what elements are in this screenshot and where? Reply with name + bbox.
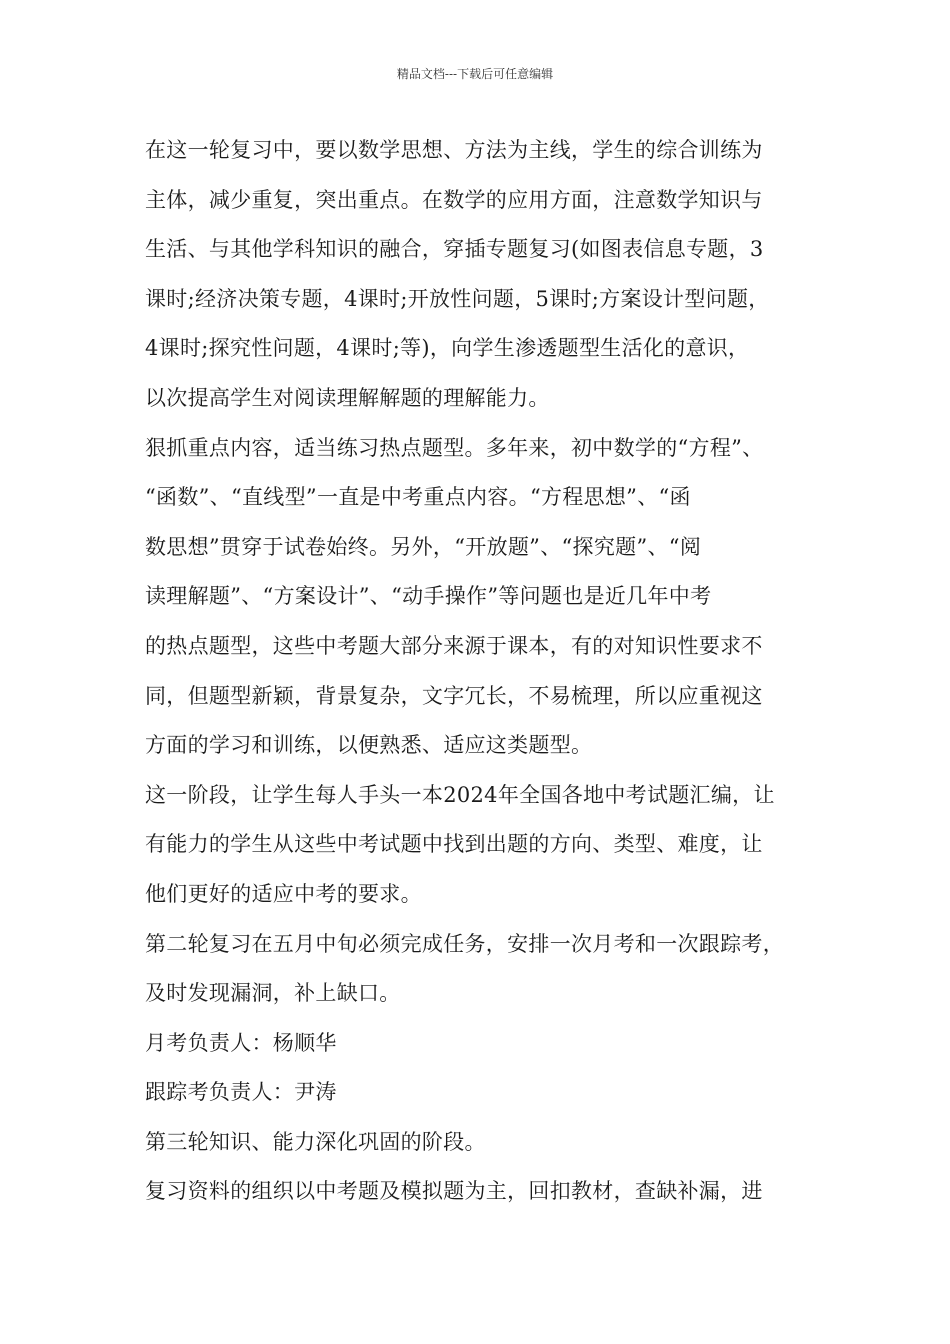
text-line: 同，但题型新颖，背景复杂，文字冗长，不易梳理，所以应重视这 bbox=[145, 683, 763, 708]
text-line: “函数”、“直线型”一直是中考重点内容。“方程思想”、“函 bbox=[145, 485, 691, 510]
text-line: 方面的学习和训练，以便熟悉、适应这类题型。 bbox=[145, 733, 593, 758]
text-line: 的热点题型，这些中考题大部分来源于课本，有的对知识性要求不 bbox=[145, 633, 763, 658]
text-line: 第二轮复习在五月中旬必须完成任务，安排一次月考和一次跟踪考， bbox=[145, 931, 784, 956]
text-line: 月考负责人：杨顺华 bbox=[145, 1030, 337, 1055]
text-line: 主体，减少重复，突出重点。在数学的应用方面，注意数学知识与 bbox=[145, 187, 763, 212]
page-header: 精品文档---下载后可任意编辑 bbox=[396, 67, 554, 81]
text-line: 跟踪考负责人：尹涛 bbox=[145, 1080, 337, 1105]
text-line: 复习资料的组织以中考题及模拟题为主，回扣教材，查缺补漏，进 bbox=[145, 1179, 763, 1204]
document-body bbox=[145, 126, 815, 1217]
text-line: 及时发现漏洞，补上缺口。 bbox=[145, 981, 401, 1006]
text-line: 这一阶段，让学生每人手头一本2024年全国各地中考试题汇编，让 bbox=[145, 782, 775, 807]
text-line: 在这一轮复习中，要以数学思想、方法为主线，学生的综合训练为 bbox=[145, 138, 763, 162]
text-line: 读理解题”、“方案设计”、“动手操作”等问题也是近几年中考 bbox=[145, 584, 712, 609]
text-line: 数思想”贯穿于试卷始终。另外，“开放题”、“探究题”、“阅 bbox=[145, 534, 702, 559]
text-line: 生活、与其他学科知识的融合，穿插专题复习(如图表信息专题，3 bbox=[145, 237, 764, 262]
text-line: 以次提高学生对阅读理解解题的理解能力。 bbox=[145, 385, 550, 410]
text-line: 课时;经济决策专题，4课时;开放性问题，5课时;方案设计型问题， bbox=[145, 286, 770, 311]
text-line: 他们更好的适应中考的要求。 bbox=[145, 881, 422, 906]
text-line: 第三轮知识、能力深化巩固的阶段。 bbox=[145, 1129, 486, 1154]
text-line: 狠抓重点内容，适当练习热点题型。多年来，初中数学的“方程”、 bbox=[145, 435, 764, 460]
text-line: 有能力的学生从这些中考试题中找到出题的方向、类型、难度，让 bbox=[145, 832, 763, 857]
text-line: 4课时;探究性问题，4课时;等)，向学生渗透题型生活化的意识， bbox=[145, 336, 750, 361]
